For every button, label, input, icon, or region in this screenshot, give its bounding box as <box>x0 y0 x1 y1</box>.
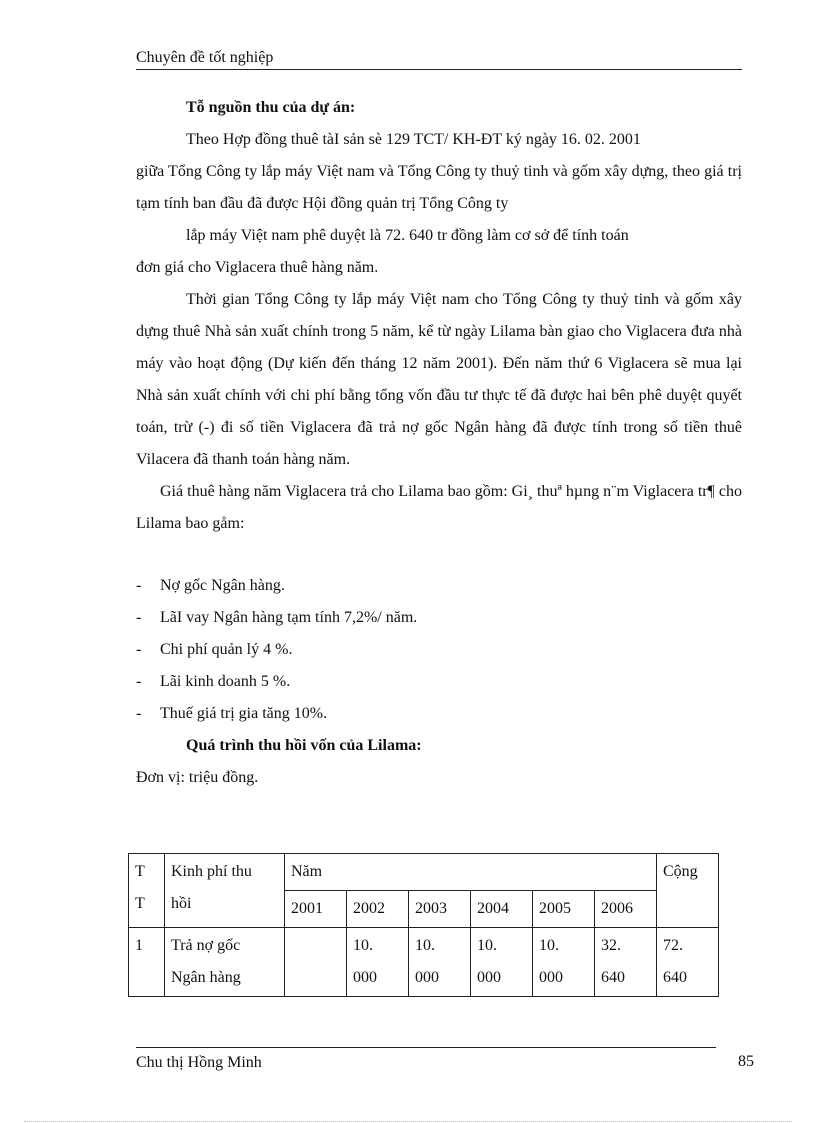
recovery-table <box>128 853 719 997</box>
paragraph-lease-period: Thời gian Tổng Công ty lắp máy Việt nam cho Tổng Công ty thuỷ tinh và gốm xây dựng thuê Nhà sản xuất chính trong 5 năm, kể từ ngày Lilama bàn giao cho Viglacera đưa nhà máy vào hoạt động (Dự kiến đến tháng 12 năm 2001). Đến năm thứ 6 Viglacera sẽ mua lại Nhà sản xuất chính với chi phí bằng tổng vốn đầu tư thực tế đã được hai bên phê duyệt quyết toán, trừ (-) đi số tiền Viglacera đã trả nợ gốc Ngân hàng đã được tính trong số tiền thuê Vilacera đã thanh toán hàng năm. <box>136 291 742 468</box>
list-item: - Chi phí quản lý 4 %. <box>136 641 293 658</box>
list-item: - LãI vay Ngân hàng tạm tính 7,2%/ năm. <box>136 609 418 626</box>
document-body <box>136 92 742 794</box>
year-cell: 2001 <box>285 891 347 928</box>
year-cell: 2002 <box>347 891 409 928</box>
section-heading-revenue: Tỗ nguồn thu của dự án: <box>186 99 356 116</box>
cost-components-list <box>136 570 742 730</box>
value-cell <box>285 928 347 997</box>
value-cell: 10. 000 <box>409 928 471 997</box>
header-tt: T T <box>129 854 165 928</box>
spacer <box>136 540 742 570</box>
list-item: - Lãi kinh doanh 5 %. <box>136 673 291 690</box>
year-cell: 2003 <box>409 891 471 928</box>
year-cell: 2004 <box>471 891 533 928</box>
row-tt: 1 <box>129 928 165 997</box>
page-header <box>136 49 742 70</box>
header-title: Chuyên đề tốt nghiệp <box>136 49 274 66</box>
recovery-table-wrapper <box>128 853 719 997</box>
paragraph-annual-rent: Giá thuê hàng năm Viglacera trả cho Lilama bao gồm: Gi¸ thuª hµng n¨m Viglacera tr¶ cho Lilama bao gåm: <box>136 483 742 532</box>
header-cong: Cộng <box>657 854 719 928</box>
list-item: - Nợ gốc Ngân hàng. <box>136 577 285 594</box>
row-label: Trả nợ gốc Ngân hàng <box>165 928 285 997</box>
header-kinh-phi: Kinh phí thu hồi <box>165 854 285 928</box>
header-nam: Năm <box>285 854 657 891</box>
table-header-row <box>129 854 719 891</box>
paragraph-contract-rest: giữa Tổng Công ty lắp máy Việt nam và Tổng Công ty thuỷ tinh và gốm xây dựng, theo giá trị tạm tính ban đầu đã được Hội đồng quản trị Tổng Công ty <box>136 163 742 212</box>
table-row <box>129 928 719 997</box>
unit-note: Đơn vị: triệu đồng. <box>136 769 259 786</box>
value-cell: 32. 640 <box>595 928 657 997</box>
page-footer <box>136 1047 716 1072</box>
paragraph-approval-line1: lắp máy Việt nam phê duyệt là 72. 640 tr đồng làm cơ sở để tính toán <box>186 227 629 244</box>
year-cell: 2006 <box>595 891 657 928</box>
page-bottom-divider <box>24 1121 792 1122</box>
paragraph-contract-line1: Theo Hợp đồng thuê tàI sản sè 129 TCT/ KH-ĐT ký ngày 16. 02. 2001 <box>186 131 641 148</box>
section-heading-recovery: Quá trình thu hồi vốn của Lilama: <box>186 737 422 754</box>
paragraph-approval-rest: đơn giá cho Viglacera thuê hàng năm. <box>136 259 379 276</box>
total-cell: 72. 640 <box>657 928 719 997</box>
year-cell: 2005 <box>533 891 595 928</box>
page-number: 85 <box>738 1053 754 1070</box>
footer-author: Chu thị Hồng Minh <box>136 1054 262 1071</box>
value-cell: 10. 000 <box>471 928 533 997</box>
value-cell: 10. 000 <box>347 928 409 997</box>
list-item: - Thuế giá trị gia tăng 10%. <box>136 705 328 722</box>
value-cell: 10. 000 <box>533 928 595 997</box>
